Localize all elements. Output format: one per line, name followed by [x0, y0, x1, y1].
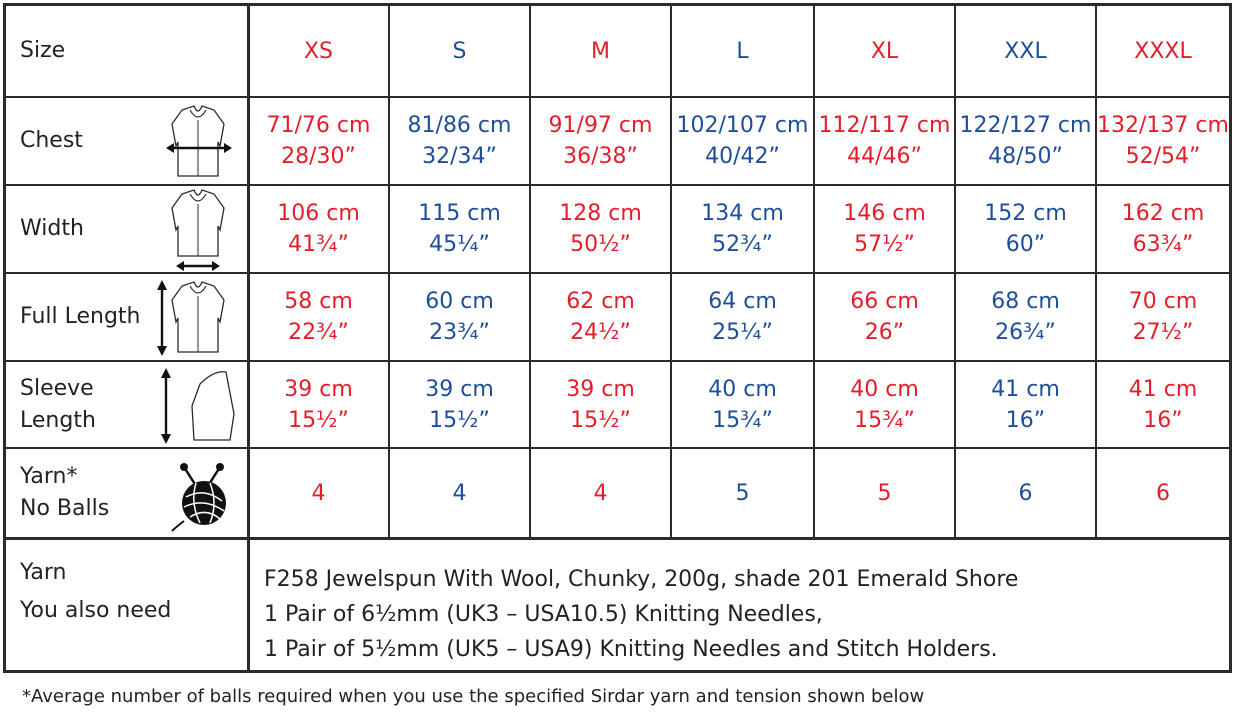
yarn-balls-s: 4 — [452, 480, 467, 506]
needles-line-1: 1 Pair of 6½mm (UK3 – USA10.5) Knitting Needles, — [264, 602, 823, 627]
width-m: 128 cm 50½” — [559, 201, 642, 257]
width-xs: 106 cm 41¾” — [277, 201, 360, 257]
full-length-xl: 66 cm 26” — [850, 289, 919, 345]
size-l: L — [736, 38, 749, 64]
column-divider — [388, 6, 390, 537]
size-xxxl: XXXL — [1134, 38, 1192, 64]
column-divider — [670, 6, 672, 537]
yarn-balls-xxxl: 6 — [1156, 480, 1170, 506]
yarn-section — [6, 537, 1229, 670]
yarn-description: F258 Jewelspun With Wool, Chunky, 200g, shade 201 Emerald Shore — [264, 567, 1019, 592]
chest-xl: 112/117 cm 44/46” — [818, 113, 951, 169]
size-xl: XL — [870, 38, 899, 64]
width-xl: 146 cm 57½” — [843, 201, 926, 257]
chest-s: 81/86 cm 32/34” — [407, 113, 512, 169]
sleeve-length-xs: 39 cm 15½” — [284, 376, 353, 433]
yarn-balls-l: 5 — [735, 480, 750, 506]
chest-xxxl: 132/137 cm 52/54” — [1097, 113, 1229, 169]
size-s: S — [452, 38, 467, 64]
yarn-ball-needles-icon — [170, 461, 236, 533]
sleeve-length-m: 39 cm 15½” — [566, 376, 635, 433]
column-divider — [1095, 6, 1097, 537]
sleeve-length-xl: 40 cm 15¾” — [850, 376, 919, 433]
header-row — [6, 6, 1229, 98]
size-table — [3, 3, 1232, 673]
width-l: 134 cm 52¾” — [701, 201, 784, 257]
yarn-balls-label: Yarn* No Balls — [20, 464, 110, 521]
sleeve-length-row — [6, 362, 1229, 449]
full-length-xs: 58 cm 22¾” — [284, 289, 353, 345]
sleeve-length-label: Sleeve Length — [20, 375, 96, 433]
full-length-row — [6, 274, 1229, 362]
yarn-section-details — [264, 562, 1018, 667]
width-label: Width — [20, 216, 84, 241]
size-header-label: Size — [20, 38, 66, 63]
garment-chest-icon — [160, 102, 236, 180]
column-divider — [954, 6, 956, 537]
chest-xxl: 122/127 cm 48/50” — [959, 113, 1092, 169]
column-divider — [813, 6, 815, 537]
yarn-section-labels — [20, 554, 171, 630]
size-m: M — [591, 38, 610, 64]
yarn-balls-xl: 5 — [877, 480, 892, 506]
sleeve-length-xxl: 41 cm 16” — [991, 376, 1060, 433]
chest-l: 102/107 cm 40/42” — [676, 113, 809, 169]
yarn-section-divider — [247, 540, 250, 673]
chest-label: Chest — [20, 128, 83, 153]
you-also-need-label: You also need — [20, 598, 172, 623]
full-length-m: 62 cm 24½” — [566, 289, 635, 345]
width-xxl: 152 cm 60” — [984, 201, 1067, 257]
garment-length-icon — [154, 278, 236, 358]
yarn-label: Yarn — [20, 560, 67, 585]
sleeve-length-xxxl: 41 cm 16” — [1128, 376, 1198, 433]
size-xs: XS — [303, 38, 334, 64]
yarn-balls-row — [6, 449, 1229, 537]
column-divider — [247, 6, 250, 537]
needles-line-2: 1 Pair of 5½mm (UK5 – USA9) Knitting Needles and Stitch Holders. — [264, 637, 998, 662]
chest-row — [6, 98, 1229, 186]
sleeve-length-l: 40 cm 15¾” — [708, 376, 777, 433]
size-xxl: XXL — [1004, 38, 1047, 64]
full-length-l: 64 cm 25¼” — [708, 289, 777, 345]
full-length-xxl: 68 cm 26¾” — [991, 289, 1060, 345]
full-length-xxxl: 70 cm 27½” — [1128, 289, 1198, 345]
full-length-label: Full Length — [20, 304, 141, 329]
width-s: 115 cm 45¼” — [418, 201, 501, 257]
yarn-balls-m: 4 — [593, 480, 608, 506]
size-grid — [6, 6, 1229, 537]
full-length-s: 60 cm 23¾” — [425, 289, 494, 345]
sleeve-length-icon — [154, 366, 236, 446]
yarn-balls-xxl: 6 — [1018, 480, 1033, 506]
width-xxxl: 162 cm 63¾” — [1121, 201, 1205, 257]
width-row — [6, 186, 1229, 274]
chest-xs: 71/76 cm 28/30” — [266, 113, 371, 169]
yarn-balls-xs: 4 — [311, 480, 326, 506]
garment-width-icon — [160, 188, 236, 272]
chest-m: 91/97 cm 36/38” — [548, 113, 653, 169]
column-divider — [529, 6, 531, 537]
sleeve-length-s: 39 cm 15½” — [425, 376, 494, 433]
footnote: *Average number of balls required when you use the specified Sirdar yarn and tension shown below — [22, 686, 925, 707]
